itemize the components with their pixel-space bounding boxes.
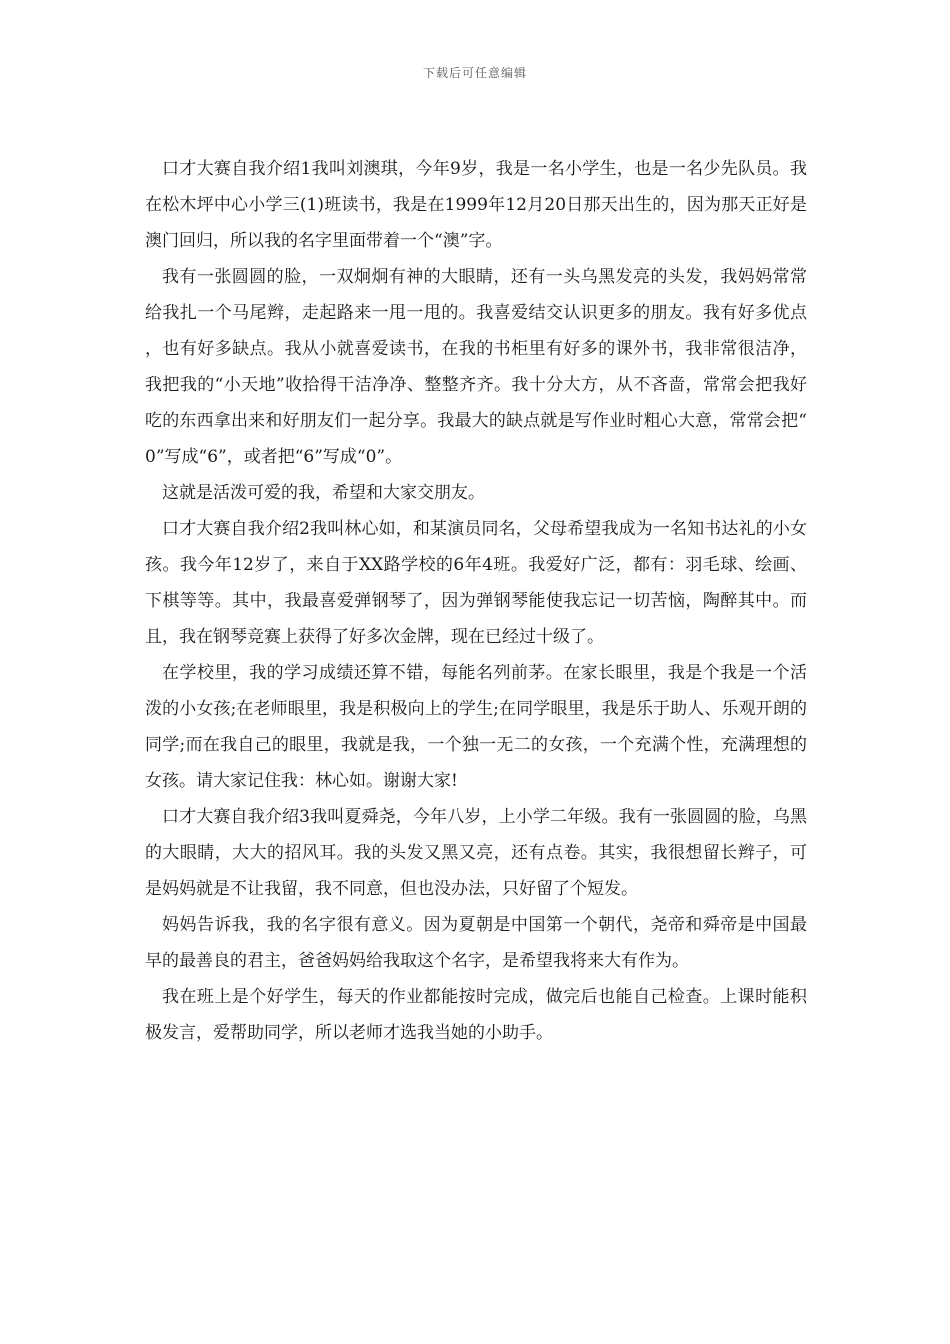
paragraph-6: 口才大赛自我介绍3我叫夏舜尧，今年八岁，上小学二年级。我有一张圆圆的脸，乌黑的大眼睛，大大的招风耳。我的头发又黑又亮，还有点卷。其实，我很想留长辫子，可是妈妈就是不让我留，我不同意，但也没办法，只好留了个短发。	[145, 807, 807, 899]
paragraph-7: 妈妈告诉我，我的名字很有意义。因为夏朝是中国第一个朝代，尧帝和舜帝是中国最早的最善良的君主，爸爸妈妈给我取这个名字，是希望我将来大有作为。	[145, 915, 807, 971]
document-body	[145, 151, 807, 1051]
page-header: 下载后可任意编辑	[422, 66, 527, 80]
paragraph-3: 这就是活泼可爱的我，希望和大家交朋友。	[162, 483, 485, 503]
paragraph-4: 口才大赛自我介绍2我叫林心如，和某演员同名，父母希望我成为一名知书达礼的小女孩。我今年12岁了，来自于XX路学校的6年4班。我爱好广泛，都有：羽毛球、绘画、下棋等等。其中，我最喜爱弹钢琴了，因为弹钢琴能使我忘记一切苦恼，陶醉其中。而且，我在钢琴竞赛上获得了好多次金牌，现在已经过十级了。	[145, 519, 807, 647]
paragraph-1: 口才大赛自我介绍1我叫刘澳琪，今年9岁，我是一名小学生，也是一名少先队员。我在松木坪中心小学三(1)班读书，我是在1999年12月20日那天出生的，因为那天正好是澳门回归，所以我的名字里面带着一个“澳”字。	[145, 159, 807, 251]
paragraph-2: 我有一张圆圆的脸，一双炯炯有神的大眼睛，还有一头乌黑发亮的头发，我妈妈常常给我扎一个马尾辫，走起路来一甩一甩的。我喜爱结交认识更多的朋友。我有好多优点，也有好多缺点。我从小就喜爱读书，在我的书柜里有好多的课外书，我非常很洁净，我把我的“小天地”收拾得干洁净净、整整齐齐。我十分大方，从不吝啬，常常会把我好吃的东西拿出来和好朋友们一起分享。我最大的缺点就是写作业时粗心大意，常常会把“0”写成“6”，或者把“6”写成“0”。	[145, 267, 807, 467]
paragraph-5: 在学校里，我的学习成绩还算不错，每能名列前茅。在家长眼里，我是个我是一个活泼的小女孩;在老师眼里，我是积极向上的学生;在同学眼里，我是乐于助人、乐观开朗的同学;而在我自己的眼里，我就是我，一个独一无二的女孩，一个充满个性，充满理想的女孩。请大家记住我：林心如。谢谢大家!	[145, 663, 807, 791]
paragraph-8: 我在班上是个好学生，每天的作业都能按时完成，做完后也能自己检查。上课时能积极发言，爱帮助同学，所以老师才选我当她的小助手。	[145, 987, 807, 1043]
